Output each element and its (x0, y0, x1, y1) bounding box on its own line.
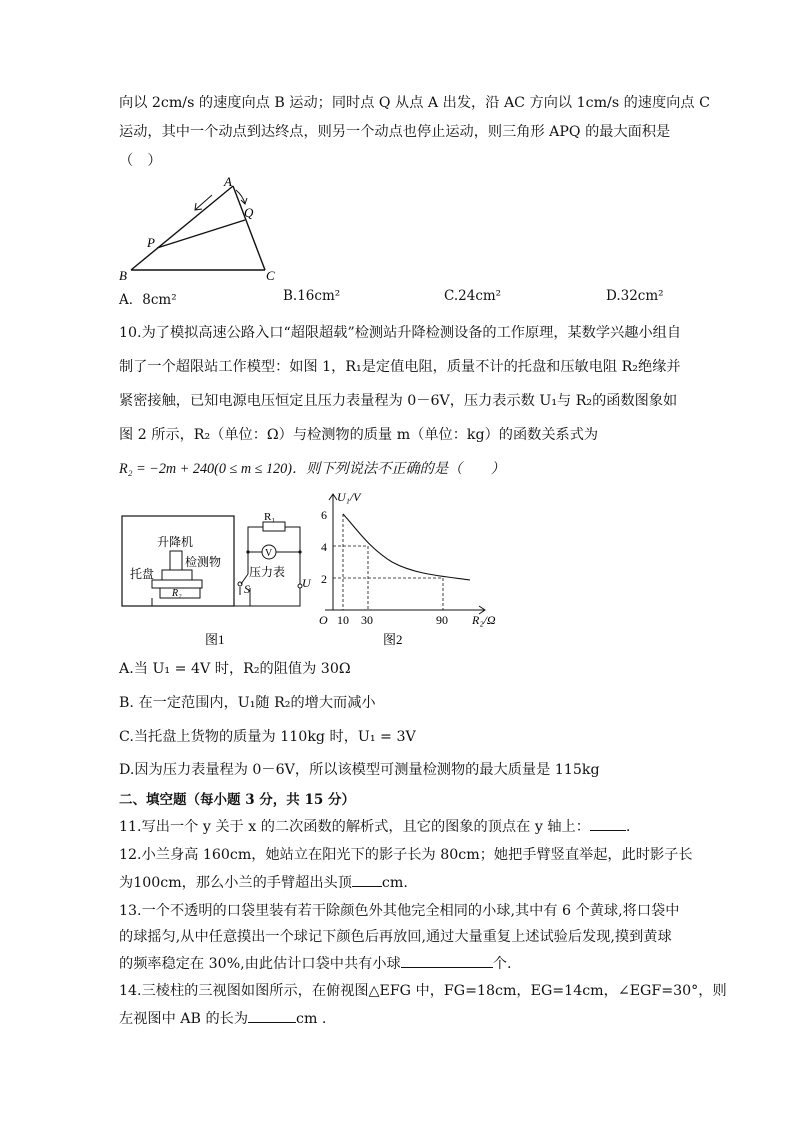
xtick-30: 30 (361, 613, 373, 627)
q9-paren: （ ） (119, 153, 162, 169)
label-c: C (266, 268, 275, 283)
label-p: P (147, 235, 155, 250)
q13-line2: 的球摇匀,从中任意摸出一个球记下颜色后再放回,通过大量重复上述试验后发现,摸到黄球 (119, 929, 672, 945)
q13-end: 个. (492, 956, 512, 972)
label-b: B (119, 268, 127, 283)
q11-line (119, 816, 630, 837)
label-tray: 托盘 (130, 567, 155, 581)
q13-line1: 13.一个不透明的口袋里装有若干除颜色外其他完全相同的小球,其中有 6 个黄球,将口袋中 (119, 903, 680, 919)
u1-r2-graph (315, 488, 510, 650)
q10-line5: R₂ = −2m + 240(0 ≤ m ≤ 120)．则下列说法不正确的是（ ） (119, 461, 505, 477)
q12-line2 (119, 872, 408, 893)
q10-option-d: D.因为压力表量程为 0－6V，所以该模型可测量检测物的最大质量是 115kg (119, 762, 600, 778)
section-heading-fill-in: 二、填空题（每小题 3 分，共 15 分） (119, 792, 355, 808)
q10-option-b: B. 在一定范围内，U₁随 R₂的增大而减小 (119, 695, 376, 711)
q10-option-c: C.当托盘上货物的质量为 110kg 时，U₁ = 3V (119, 729, 416, 745)
ytick-4: 4 (321, 540, 327, 554)
label-a: A (224, 174, 232, 189)
label-switch: S (244, 582, 250, 596)
q14-line2 (119, 1008, 326, 1029)
voltmeter-label: V (265, 548, 273, 559)
label-source: U (302, 576, 311, 590)
q10-line3: 紧密接触，已知电源电压恒定且压力表量程为 0－6V，压力表示数 U₁与 R₂的函数图象如 (119, 393, 678, 409)
q11-text: 11.写出一个 y 关于 x 的二次函数的解析式，且它的图象的顶点在 y 轴上： (119, 819, 590, 835)
label-r2: R₂ (172, 588, 182, 599)
label-lift: 升降机 (157, 535, 194, 549)
q10-option-a: A.当 U₁ = 4V 时，R₂的阻值为 30Ω (119, 661, 351, 677)
q14-text: 左视图中 AB 的长为 (119, 1011, 249, 1027)
q10-line4: 图 2 所示，R₂（单位：Ω）与检测物的质量 m（单位：kg）的函数关系式为 (119, 427, 599, 443)
q13-line3 (119, 953, 511, 974)
q12-text: 为100cm，那么小兰的手臂超出头顶 (119, 875, 352, 891)
q11-answer-blank[interactable] (590, 816, 626, 831)
q9-line1: 向以 2cm/s 的速度向点 B 运动；同时点 Q 从点 A 出发，沿 AC 方向以 1cm/s 的速度向点 C (119, 95, 710, 111)
q14-line1: 14.三棱柱的三视图如图所示，在俯视图△EFG 中，FG=18cm，EG=14cm，∠EGF=30°，则 (119, 983, 727, 999)
q9-line2: 运动，其中一个动点到达终点，则另一个动点也停止运动，则三角形 APQ 的最大面积是 (119, 124, 671, 140)
q12-line1: 12.小兰身高 160cm，她站立在阳光下的影子长为 80cm；她把手臂竖直举起，此时影子长 (119, 847, 693, 863)
triangle-apq-figure (112, 170, 287, 285)
q9-option-b: B.16cm² (283, 288, 341, 304)
xtick-90: 90 (436, 613, 448, 627)
graph-xlabel: R₂/Ω (472, 613, 496, 627)
q9-option-d: D.32cm² (606, 288, 664, 304)
circuit-figure (115, 495, 315, 650)
q12-unit: cm. (381, 875, 408, 891)
q14-unit: cm . (296, 1011, 327, 1027)
graph-ylabel: U₁/V (337, 490, 361, 504)
q10-line1: 10.为了模拟高速公路入口“超限超载”检测站升降检测设备的工作原理，某数学兴趣小组自 (119, 325, 682, 341)
graph-origin: O (319, 613, 328, 627)
xtick-10: 10 (337, 613, 349, 627)
label-q: Q (244, 205, 254, 220)
ytick-2: 2 (321, 572, 327, 586)
q11-end: . (625, 819, 631, 835)
q14-answer-blank[interactable] (248, 1008, 296, 1023)
q10-line2: 制了一个超限站工作模型：如图 1，R₁是定值电阻，质量不计的托盘和压敏电阻 R₂绝缘并 (119, 359, 681, 375)
label-object: 检测物 (185, 555, 222, 569)
fig1-caption: 图1 (205, 632, 225, 647)
label-r1: R₁ (264, 511, 276, 523)
label-gauge: 压力表 (249, 565, 286, 579)
fig2-caption: 图2 (383, 632, 403, 647)
q13-answer-blank[interactable] (401, 953, 493, 968)
q12-answer-blank[interactable] (352, 872, 382, 887)
q9-option-a: A．8cm² (119, 292, 177, 308)
ytick-6: 6 (321, 508, 327, 522)
q13-text: 的频率稳定在 30%,由此估计口袋中共有小球 (119, 956, 401, 972)
q9-option-c: C.24cm² (444, 288, 502, 304)
